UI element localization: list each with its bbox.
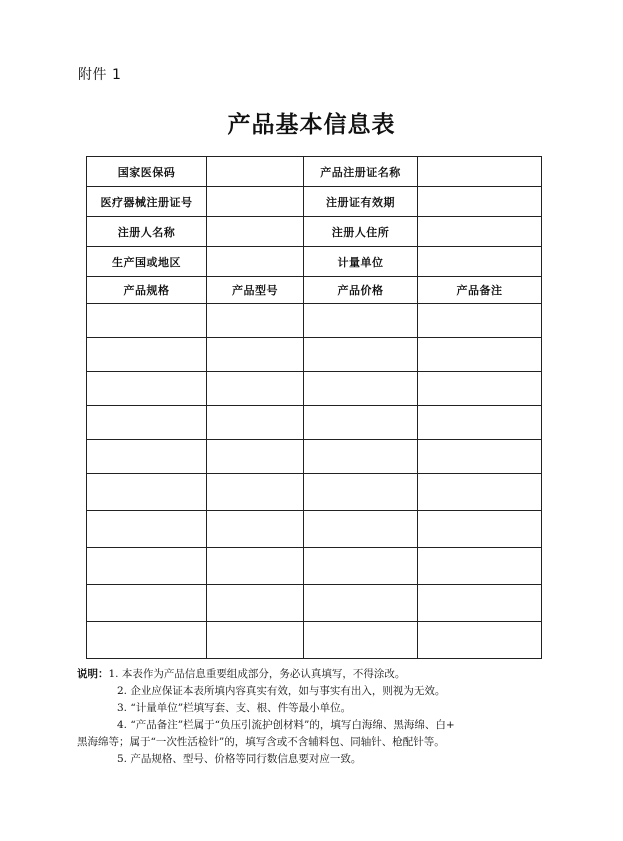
label-cell: 注册人住所 — [304, 217, 418, 247]
table-row — [87, 622, 542, 659]
data-cell[interactable] — [87, 622, 207, 659]
data-cell[interactable] — [87, 406, 207, 440]
table-row — [87, 372, 542, 406]
value-cell[interactable] — [418, 217, 542, 247]
table-row — [87, 548, 542, 585]
data-cell[interactable] — [418, 474, 542, 511]
label-cell: 医疗器械注册证号 — [87, 187, 207, 217]
value-cell[interactable] — [207, 247, 304, 277]
data-cell[interactable] — [87, 585, 207, 622]
data-cell[interactable] — [207, 474, 304, 511]
data-cell[interactable] — [304, 372, 418, 406]
value-cell[interactable] — [418, 157, 542, 187]
data-cell[interactable] — [207, 372, 304, 406]
data-cell[interactable] — [207, 548, 304, 585]
value-cell[interactable] — [207, 187, 304, 217]
column-header: 产品型号 — [207, 277, 304, 304]
data-cell[interactable] — [87, 548, 207, 585]
note-text: 1. 本表作为产品信息重要组成部分，务必认真填写，不得涂改。 — [108, 668, 406, 680]
data-cell[interactable] — [304, 622, 418, 659]
data-cell[interactable] — [304, 304, 418, 338]
table-row — [87, 406, 542, 440]
table-row — [87, 338, 542, 372]
page-title: 产品基本信息表 — [227, 111, 396, 138]
note-line: 3. “计量单位”栏填写套、支、根、件等最小单位。 — [117, 702, 352, 714]
data-cell[interactable] — [304, 548, 418, 585]
data-cell[interactable] — [304, 511, 418, 548]
info-row — [87, 157, 542, 187]
data-cell[interactable] — [418, 548, 542, 585]
value-cell[interactable] — [207, 157, 304, 187]
note-line: 4. “产品备注”栏属于“负压引流护创材料”的，填写白海绵、黑海绵、白+ — [117, 719, 455, 731]
info-row — [87, 187, 542, 217]
data-cell[interactable] — [304, 406, 418, 440]
table-row — [87, 585, 542, 622]
label-cell: 注册人名称 — [87, 217, 207, 247]
column-header: 产品备注 — [418, 277, 542, 304]
data-cell[interactable] — [87, 372, 207, 406]
note-line: 2. 企业应保证本表所填内容真实有效，如与事实有出入，则视为无效。 — [117, 685, 446, 697]
data-cell[interactable] — [207, 338, 304, 372]
data-cell[interactable] — [418, 338, 542, 372]
data-cell[interactable] — [87, 511, 207, 548]
value-cell[interactable] — [207, 217, 304, 247]
table-row — [87, 440, 542, 474]
data-cell[interactable] — [207, 304, 304, 338]
label-cell: 国家医保码 — [87, 157, 207, 187]
data-cell[interactable] — [418, 511, 542, 548]
column-header: 产品价格 — [304, 277, 418, 304]
column-header: 产品规格 — [87, 277, 207, 304]
data-cell[interactable] — [418, 622, 542, 659]
data-cell[interactable] — [207, 585, 304, 622]
info-row — [87, 217, 542, 247]
value-cell[interactable] — [418, 187, 542, 217]
note-line: 黑海绵等；属于“一次性活检针”的，填写含或不含辅料包、同轴针、枪配针等。 — [77, 736, 445, 748]
data-cell[interactable] — [304, 440, 418, 474]
data-cell[interactable] — [87, 338, 207, 372]
note-line — [77, 666, 557, 683]
data-cell[interactable] — [418, 585, 542, 622]
data-cell[interactable] — [418, 304, 542, 338]
data-cell[interactable] — [304, 585, 418, 622]
data-cell[interactable] — [207, 406, 304, 440]
data-cell[interactable] — [207, 440, 304, 474]
data-cell[interactable] — [87, 304, 207, 338]
label-cell: 生产国或地区 — [87, 247, 207, 277]
table-row — [87, 511, 542, 548]
product-info-table — [86, 156, 542, 659]
attachment-label: 附件 1 — [78, 67, 122, 83]
label-cell: 计量单位 — [304, 247, 418, 277]
data-cell[interactable] — [207, 511, 304, 548]
info-row — [87, 247, 542, 277]
data-cell[interactable] — [87, 474, 207, 511]
value-cell[interactable] — [418, 247, 542, 277]
label-cell: 产品注册证名称 — [304, 157, 418, 187]
data-cell[interactable] — [304, 474, 418, 511]
data-cell[interactable] — [207, 622, 304, 659]
notes-section — [77, 666, 557, 768]
note-line: 5. 产品规格、型号、价格等同行数信息要对应一致。 — [117, 753, 362, 765]
data-cell[interactable] — [87, 440, 207, 474]
notes-lead: 说明： — [77, 668, 109, 680]
data-cell[interactable] — [418, 372, 542, 406]
label-cell: 注册证有效期 — [304, 187, 418, 217]
table-row — [87, 474, 542, 511]
data-cell[interactable] — [418, 440, 542, 474]
column-header-row — [87, 277, 542, 304]
data-cell[interactable] — [418, 406, 542, 440]
data-cell[interactable] — [304, 338, 418, 372]
table-row — [87, 304, 542, 338]
